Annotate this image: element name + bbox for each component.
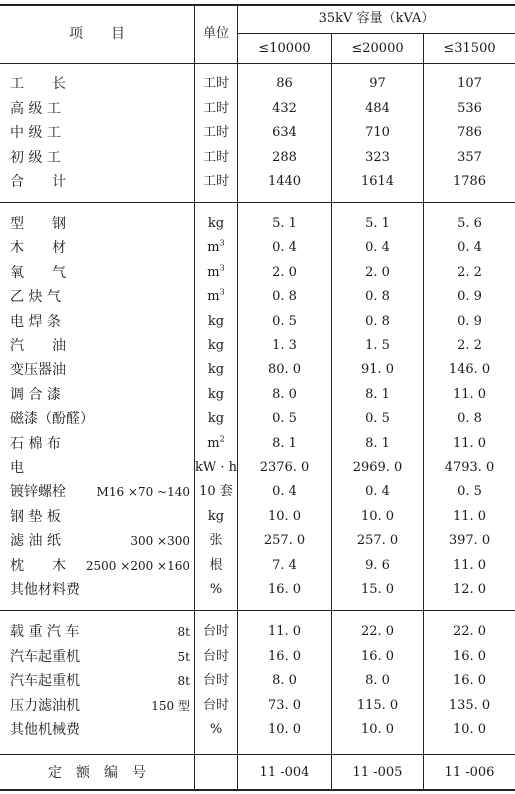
machines-item-unit: 台时 [202, 624, 229, 639]
header-capacity: 35kV 容量（kVA） [318, 11, 435, 26]
materials-item-label: 木 材 [10, 240, 66, 256]
labor-item-value: 1440 [267, 174, 302, 189]
materials-item-unit: kg [207, 509, 225, 524]
machines-item-unit: % [209, 722, 223, 737]
materials-item-value: 8. 1 [365, 387, 390, 402]
materials-item-label: 乙 炔 气 [10, 289, 61, 305]
materials-item-value: 1. 5 [365, 338, 390, 353]
materials-item-unit: kg [207, 387, 225, 402]
materials-row-name [10, 289, 190, 305]
materials-item-label: 钢 垫 板 [10, 509, 61, 525]
materials-row-name [10, 509, 190, 525]
materials-item-unit: kg [207, 216, 225, 231]
materials-row-name [10, 484, 190, 500]
machines-item-label: 载 重 汽 车 [10, 624, 80, 640]
materials-row-name [10, 240, 190, 256]
machines-item-spec: 150 型 [151, 699, 190, 713]
materials-item-value: 5. 1 [365, 216, 390, 231]
materials-item-value: 91. 0 [360, 362, 395, 377]
labor-row-name [10, 125, 190, 141]
materials-item-unit: kg [207, 362, 225, 377]
labor-item-unit: 工时 [202, 125, 229, 140]
rule-machine-bottom [0, 754, 515, 755]
materials-item-unit: % [209, 582, 223, 597]
materials-item-value: 0. 4 [457, 240, 482, 255]
machines-item-unit: 台时 [202, 673, 229, 688]
machines-item-value: 16. 0 [452, 673, 487, 688]
materials-row-name [10, 460, 190, 476]
materials-row-name [10, 582, 190, 598]
materials-row-name [10, 216, 190, 232]
materials-item-label: 氧 气 [10, 265, 66, 281]
machines-item-label: 汽车起重机 [10, 649, 80, 665]
materials-item-label: 其他材料费 [10, 582, 80, 598]
materials-item-value: 397. 0 [448, 533, 491, 548]
materials-item-value: 0. 9 [457, 289, 482, 304]
materials-item-spec: 2500 ×200 ×160 [85, 559, 190, 573]
header-item: 项 目 [69, 26, 125, 42]
materials-item-label: 石 棉 布 [10, 436, 61, 452]
materials-item-label: 型 钢 [10, 216, 66, 232]
machines-item-value: 135. 0 [448, 698, 491, 713]
materials-item-unit: 张 [209, 533, 223, 548]
materials-item-value: 0. 5 [365, 411, 390, 426]
machines-item-spec: 8t [177, 674, 190, 688]
materials-item-unit: kg [207, 314, 225, 329]
labor-item-value: 1614 [360, 174, 395, 189]
labor-item-label: 合 计 [10, 174, 66, 190]
materials-item-value: 4793. 0 [444, 460, 495, 475]
materials-item-label: 枕 木 [10, 558, 66, 574]
rule-header-mid [238, 33, 515, 34]
machines-item-label: 汽车起重机 [10, 673, 80, 689]
labor-item-value: 786 [457, 125, 482, 140]
materials-item-value: 8. 1 [365, 436, 390, 451]
materials-item-value: 1. 3 [272, 338, 297, 353]
materials-item-value: 0. 4 [365, 240, 390, 255]
materials-item-value: 7. 4 [272, 558, 297, 573]
labor-item-unit: 工时 [202, 150, 229, 165]
labor-item-unit: 工时 [202, 174, 229, 189]
machines-item-label: 其他机械费 [10, 722, 80, 738]
header-col-1: ≤10000 [258, 41, 311, 56]
materials-item-value: 2. 2 [457, 338, 482, 353]
materials-item-unit: 根 [209, 558, 223, 573]
materials-item-value: 0. 8 [457, 411, 482, 426]
machines-item-unit: 台时 [202, 698, 229, 713]
labor-item-value: 432 [272, 101, 297, 116]
labor-item-value: 86 [276, 76, 293, 91]
machines-item-value: 16. 0 [452, 649, 487, 664]
materials-item-value: 0. 5 [272, 411, 297, 426]
materials-item-value: 0. 8 [272, 289, 297, 304]
materials-item-label: 滤 油 纸 [10, 533, 61, 549]
materials-item-spec: M16 ×70 ~140 [96, 485, 190, 499]
materials-item-label: 变压器油 [10, 362, 66, 378]
rule-top [0, 4, 515, 6]
materials-item-value: 0. 8 [365, 314, 390, 329]
materials-item-value: 2. 2 [457, 265, 482, 280]
machines-item-value: 10. 0 [267, 722, 302, 737]
machines-item-spec: 8t [177, 625, 190, 639]
materials-row-name [10, 387, 190, 403]
materials-item-unit: $m^3$ [207, 287, 225, 304]
materials-item-value: 0. 4 [272, 484, 297, 499]
materials-item-value: 8. 0 [272, 387, 297, 402]
materials-item-unit: 10 套 [199, 484, 233, 499]
materials-item-unit: $m^3$ [207, 238, 225, 255]
header-col-3: ≤31500 [443, 41, 496, 56]
materials-item-value: 10. 0 [267, 509, 302, 524]
materials-item-unit: $m^2$ [207, 434, 225, 451]
materials-item-value: 0. 4 [365, 484, 390, 499]
machines-item-value: 10. 0 [360, 722, 395, 737]
materials-row-name [10, 558, 190, 574]
machines-row-name [10, 698, 190, 714]
labor-item-value: 288 [272, 150, 297, 165]
footer-code-1: 11 -004 [259, 765, 310, 780]
labor-row-name [10, 76, 190, 92]
materials-item-value: 2969. 0 [352, 460, 403, 475]
machines-item-value: 16. 0 [267, 649, 302, 664]
materials-item-value: 5. 6 [457, 216, 482, 231]
materials-item-unit: kW · h [195, 460, 238, 475]
machines-item-spec: 5t [177, 650, 190, 664]
machines-item-value: 8. 0 [365, 673, 390, 688]
materials-item-value: 11. 0 [452, 436, 487, 451]
materials-item-value: 11. 0 [452, 509, 487, 524]
labor-item-value: 536 [457, 101, 482, 116]
rule-material-bottom [0, 610, 515, 611]
machines-item-value: 8. 0 [272, 673, 297, 688]
machines-item-value: 10. 0 [452, 722, 487, 737]
machines-row-name [10, 624, 190, 640]
materials-row-name [10, 362, 190, 378]
materials-item-value: 257. 0 [263, 533, 306, 548]
materials-item-value: 0. 8 [365, 289, 390, 304]
materials-item-label: 汽 油 [10, 338, 66, 354]
machines-row-name [10, 722, 190, 738]
machines-item-label: 压力滤油机 [10, 698, 80, 714]
machines-row-name [10, 649, 190, 665]
labor-item-label: 初 级 工 [10, 150, 61, 166]
labor-item-label: 高 级 工 [10, 101, 61, 117]
materials-item-value: 11. 0 [452, 558, 487, 573]
rule-final [0, 789, 515, 791]
materials-item-label: 电 [10, 460, 24, 476]
rule-labor-bottom [0, 202, 515, 203]
materials-item-value: 257. 0 [356, 533, 399, 548]
labor-item-unit: 工时 [202, 76, 229, 91]
materials-item-value: 2. 0 [365, 265, 390, 280]
materials-row-name [10, 436, 190, 452]
machines-item-value: 22. 0 [452, 624, 487, 639]
machines-item-value: 11. 0 [267, 624, 302, 639]
materials-item-spec: 300 ×300 [130, 534, 190, 548]
materials-item-unit: kg [207, 338, 225, 353]
materials-item-value: 5. 1 [272, 216, 297, 231]
materials-item-value: 146. 0 [448, 362, 491, 377]
machines-item-value: 73. 0 [267, 698, 302, 713]
materials-row-name [10, 314, 190, 330]
materials-item-value: 0. 4 [272, 240, 297, 255]
materials-item-value: 11. 0 [452, 387, 487, 402]
materials-item-label: 调 合 漆 [10, 387, 61, 403]
footer-code-3: 11 -006 [444, 765, 495, 780]
header-unit: 单位 [202, 26, 229, 41]
materials-item-value: 2. 0 [272, 265, 297, 280]
header-col-2: ≤20000 [351, 41, 404, 56]
labor-item-label: 中 级 工 [10, 125, 61, 141]
labor-item-unit: 工时 [202, 101, 229, 116]
footer-code-2: 11 -005 [352, 765, 403, 780]
materials-item-label: 磁漆（酚醛） [10, 411, 94, 427]
rule-header-bottom [0, 63, 515, 64]
machines-item-value: 115. 0 [356, 698, 399, 713]
labor-row-name [10, 101, 190, 117]
labor-item-value: 107 [457, 76, 482, 91]
materials-item-value: 10. 0 [360, 509, 395, 524]
materials-item-unit: $m^3$ [207, 263, 225, 280]
materials-row-name [10, 411, 190, 427]
materials-item-value: 16. 0 [267, 582, 302, 597]
materials-row-name [10, 265, 190, 281]
materials-item-value: 8. 1 [272, 436, 297, 451]
labor-item-value: 484 [365, 101, 390, 116]
labor-item-value: 323 [365, 150, 390, 165]
footer-label: 定 额 编 号 [48, 765, 146, 781]
materials-item-value: 9. 6 [365, 558, 390, 573]
materials-item-value: 80. 0 [267, 362, 302, 377]
labor-row-name [10, 150, 190, 166]
materials-item-value: 0. 9 [457, 314, 482, 329]
labor-item-value: 357 [457, 150, 482, 165]
machines-item-value: 22. 0 [360, 624, 395, 639]
labor-item-value: 1786 [452, 174, 487, 189]
machines-item-value: 16. 0 [360, 649, 395, 664]
materials-item-value: 2376. 0 [259, 460, 310, 475]
materials-item-unit: kg [207, 411, 225, 426]
materials-item-label: 电 焊 条 [10, 314, 61, 330]
materials-row-name [10, 338, 190, 354]
labor-item-value: 710 [365, 125, 390, 140]
materials-item-value: 12. 0 [452, 582, 487, 597]
machines-item-unit: 台时 [202, 649, 229, 664]
materials-item-value: 15. 0 [360, 582, 395, 597]
materials-row-name [10, 533, 190, 549]
machines-row-name [10, 673, 190, 689]
labor-item-value: 634 [272, 125, 297, 140]
labor-item-label: 工 长 [10, 76, 66, 92]
materials-item-value: 0. 5 [272, 314, 297, 329]
labor-row-name [10, 174, 190, 190]
labor-item-value: 97 [369, 76, 386, 91]
materials-item-value: 0. 5 [457, 484, 482, 499]
materials-item-label: 镀锌螺栓 [10, 484, 66, 500]
